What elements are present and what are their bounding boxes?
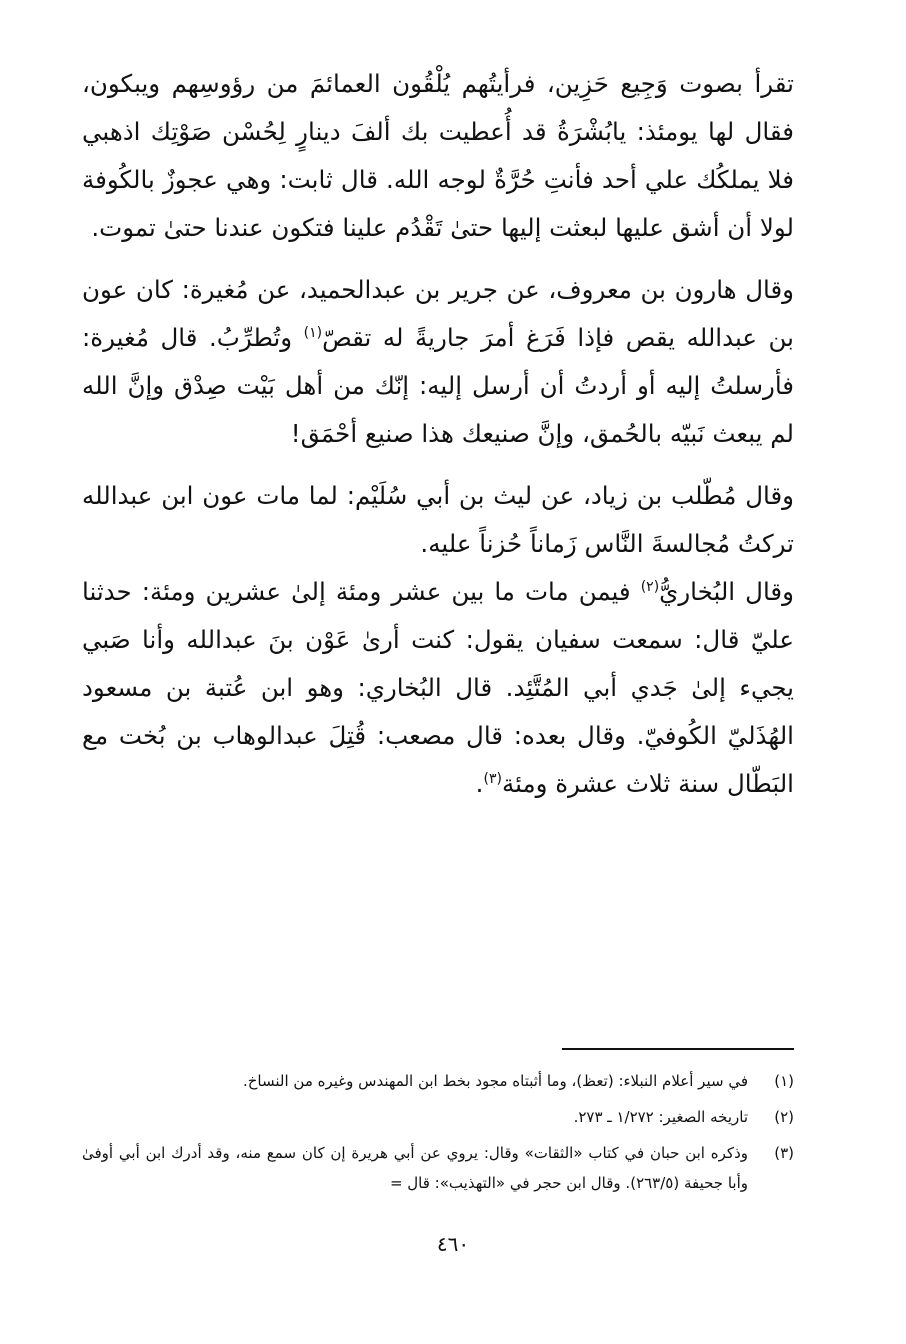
footnote-separator	[562, 1048, 794, 1050]
paragraph-3: وقال مُطّلب بن زياد، عن ليث بن أبي سُلَيْم: لما مات عون ابن عبدالله تركتُ مُجالسةَ النَّاس زَماناً حُزناً عليه.	[82, 481, 794, 558]
footnote-number: (٢)	[774, 1108, 794, 1126]
footnote-ref-3: (٣)	[483, 770, 502, 787]
footnote-number: (١)	[774, 1072, 794, 1090]
paragraph-4	[82, 568, 794, 808]
paragraph-2-text: وقال هارون بن معروف، عن جرير بن عبدالحميد، عن مُغيرة: كان عون بن عبدالله يقص فإذا فَرَغ أمرَ جاريةً له تقصّ	[82, 275, 794, 352]
footnote-ref-2: (٢)	[640, 578, 660, 595]
footnote-3	[82, 1138, 794, 1198]
footnotes	[82, 1066, 794, 1204]
paragraph-4-lead: وقال البُخاريُّ	[659, 577, 794, 606]
footnote-text: وذكره ابن حبان في كتاب «الثقات» وقال: يروي عن أبي هريرة إن كان سمع منه، وقد أدرك ابن أبي أوفىٰ وأبا جحيفة (٢٦٣/٥). وقال ابن حجر في «التهذيب»: قال =	[82, 1144, 748, 1192]
paragraph-4-end: .	[475, 769, 484, 798]
footnote-text: تاريخه الصغير: ١/٢٧٢ ـ ٢٧٣.	[573, 1108, 748, 1126]
paragraph-2	[82, 266, 794, 458]
paragraph-4-text: فيمن مات ما بين عشر ومئة إلىٰ عشرين ومئة: حدثنا عليّ قال: سمعت سفيان يقول: كنت أرىٰ عَوْن بنَ عبدالله وأنا صَبي يجيء إلىٰ جَدي أبي المُتَّئِد. قال البُخاري: وهو ابن عُتبة بن مسعود الهُذَليّ الكُوفيّ. وقال بعده: قال مصعب: قُتِلَ عبدالوهاب بن بُخت مع البَطّال سنة ثلاث عشرة ومئة	[82, 577, 794, 798]
footnote-text: في سير أعلام النبلاء: (تعظ)، وما أثبتاه مجود بخط ابن المهندس وغيره من النساخ.	[242, 1072, 748, 1090]
main-text	[82, 60, 794, 808]
footnote-ref-1: (١)	[303, 324, 323, 341]
page-number: ٤٦٠	[436, 1232, 470, 1256]
paragraph-1: تقرأ بصوت وَجِيع حَزِين، فرأيتُهم يُلْقُون العمائمَ من رؤوسِهم ويبكون، فقال لها يومئذ: يابُشْرَةُ قد أُعطيت بك ألفَ دينارٍ لِحُسْن صَوْتِك اذهبي فلا يملكُك علي أحد فأنتِ حُرَّةٌ لوجه الله. قال ثابت: وهي عجوزٌ بالكُوفة لولا أن أشق عليها لبعثت إليها حتىٰ تَقْدُم علينا فتكون عندنا حتىٰ تموت.	[82, 69, 794, 242]
footnote-1	[82, 1066, 794, 1096]
footnote-number: (٣)	[774, 1144, 794, 1162]
page-content	[82, 60, 794, 808]
paragraph-2-continuation: وتُطرِّبُ. قال مُغيرة: فأرسلتُ إليه أو أردتُ أن أرسل إليه: إنّك من أهل بَيْت صِدْق وإنَّ الله لم يبعث نَبيّه بالحُمق، وإنَّ صنيعك هذا صنيع أحْمَق!	[82, 323, 794, 448]
footnote-2	[82, 1102, 794, 1132]
